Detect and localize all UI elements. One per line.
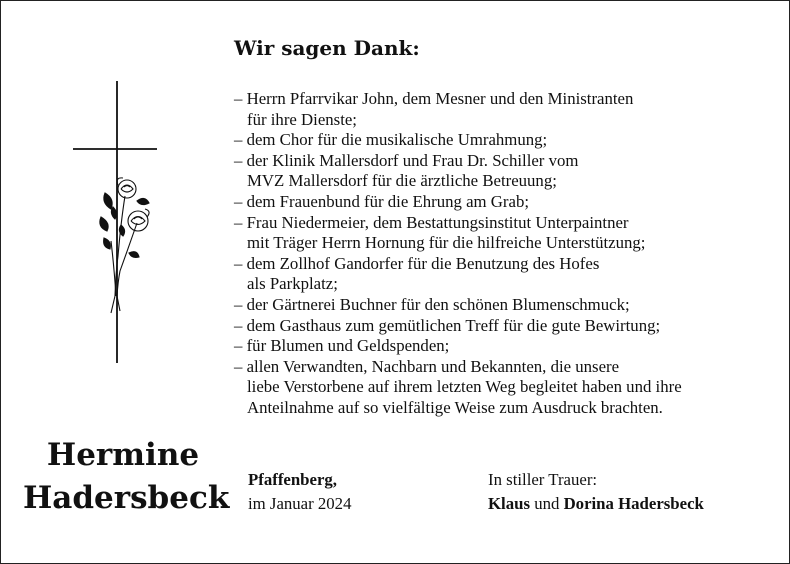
thanks-item xyxy=(234,357,774,419)
thanks-line: – Herrn Pfarrvikar John, dem Mesner und den Ministranten xyxy=(234,89,634,108)
mourning-label: In stiller Trauer: xyxy=(488,470,598,489)
mourners-names xyxy=(488,492,704,516)
memorial-column xyxy=(1,1,233,563)
thanks-item xyxy=(234,295,774,316)
thanks-line: MVZ Mallersdorf für die ärztliche Betreuung; xyxy=(247,171,557,191)
thanks-line: – allen Verwandten, Nachbarn und Bekannten, die unsere xyxy=(234,356,620,376)
deceased-first-name: Hermine xyxy=(46,437,200,473)
thanks-line: – dem Frauenbund für die Ehrung am Grab; xyxy=(234,191,529,211)
thanks-line: – Frau Niedermeier, dem Bestattungsinstitut Unterpaintner xyxy=(234,212,629,232)
deceased-last-name: Hadersbeck xyxy=(23,480,230,516)
thanks-line: mit Träger Herrn Hornung für die hilfreiche Unterstützung; xyxy=(247,233,646,253)
thanks-line: – der Klinik Mallersdorf und Frau Dr. Schiller vom xyxy=(234,150,579,170)
thanks-line: – dem Gasthaus zum gemütlichen Treff für die gute Bewirtung; xyxy=(234,315,661,335)
thanks-list xyxy=(234,89,774,419)
deceased-name xyxy=(23,434,230,520)
thanks-line: – der Gärtnerei Buchner für den schönen Blumenschmuck; xyxy=(234,294,630,314)
place-date xyxy=(248,468,351,516)
thanks-item xyxy=(234,336,774,357)
roses-icon xyxy=(100,178,149,313)
thanks-item xyxy=(234,151,774,192)
thanks-item xyxy=(234,316,774,337)
thanks-heading: Wir sagen Dank: xyxy=(234,36,420,60)
thanks-item xyxy=(234,130,774,151)
place: Pfaffenberg, xyxy=(248,470,338,489)
cross-with-roses-icon xyxy=(71,81,163,363)
thanks-item xyxy=(234,213,774,254)
mourners-connector: und xyxy=(534,494,560,513)
thanks-line: – für Blumen und Geldspenden; xyxy=(234,336,450,356)
thanks-line: für ihre Dienste; xyxy=(247,109,357,129)
thanks-line: liebe Verstorbene auf ihrem letzten Weg begleitet haben und ihre xyxy=(247,377,682,397)
mourners-block xyxy=(488,468,704,516)
thanks-item xyxy=(234,192,774,213)
thanks-line: – dem Zollhof Gandorfer für die Benutzung des Hofes xyxy=(234,253,600,273)
thanks-line: – dem Chor für die musikalische Umrahmung; xyxy=(234,130,548,150)
mourner-name: Dorina Hadersbeck xyxy=(563,494,704,513)
thanks-item xyxy=(234,89,774,130)
thanks-line: als Parkplatz; xyxy=(247,274,338,294)
thanks-line: Anteilnahme auf so vielfältige Weise zum Ausdruck brachten. xyxy=(247,397,663,417)
date: im Januar 2024 xyxy=(248,494,352,513)
mourner-name: Klaus xyxy=(488,494,530,513)
thanks-item xyxy=(234,254,774,295)
